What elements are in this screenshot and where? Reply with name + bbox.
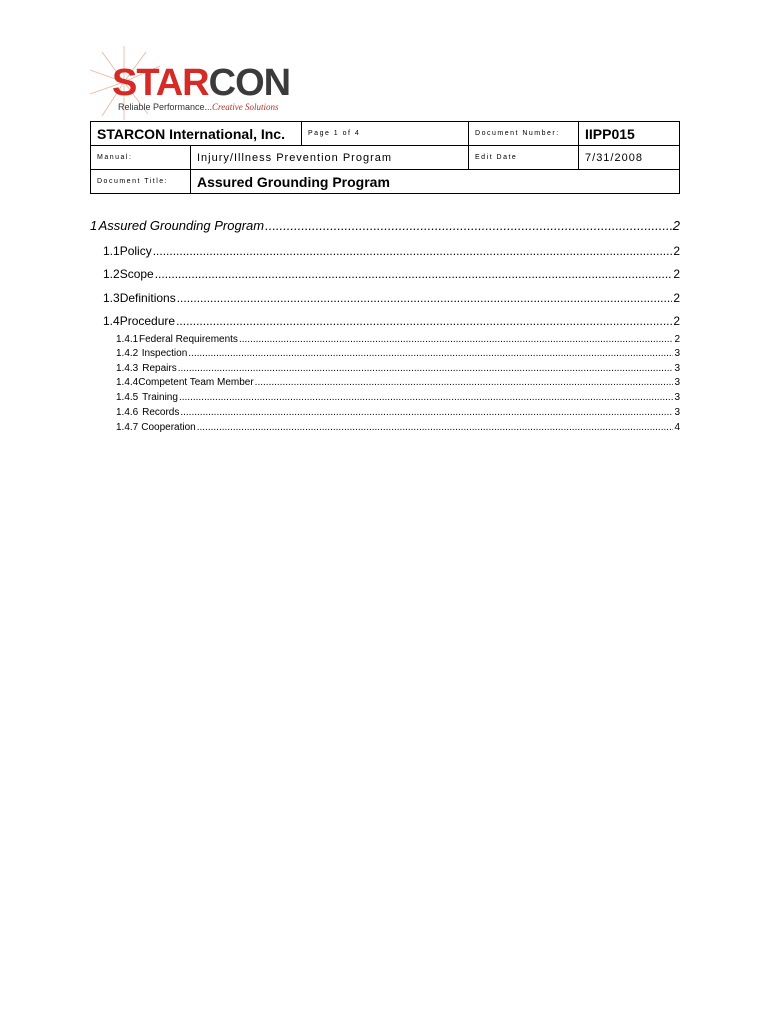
toc-title: Assured Grounding Program: [98, 218, 265, 233]
toc-page: 2: [673, 267, 680, 281]
toc-number: 1.3: [103, 291, 120, 305]
toc-leader: [176, 314, 672, 328]
toc-entry-1-4-7[interactable]: [90, 422, 680, 433]
toc-title: Training: [142, 392, 178, 403]
toc-entry-1-2[interactable]: [90, 267, 680, 281]
toc-entry-1-4-2[interactable]: [90, 348, 680, 359]
toc-leader: [197, 422, 674, 433]
toc-title: Federal Requirements: [139, 334, 238, 345]
toc-leader: [188, 348, 673, 359]
toc-page: 2: [673, 244, 680, 258]
toc-leader: [153, 244, 673, 258]
document-title: Assured Grounding Program: [191, 170, 680, 194]
toc-title: Procedure: [119, 314, 176, 328]
toc-entry-1-4-4[interactable]: [90, 377, 680, 388]
toc-entry-1-4-3[interactable]: [90, 363, 680, 374]
toc-page: 2: [673, 314, 680, 328]
toc-leader: [239, 334, 674, 345]
toc-title: Cooperation: [141, 422, 196, 433]
document-number-label: Document Number:: [469, 122, 579, 146]
toc-title: Scope: [119, 267, 154, 281]
toc-page: 3: [674, 407, 680, 418]
toc-number: 1.1: [103, 244, 120, 258]
edit-date-label: Edit Date: [469, 146, 579, 170]
toc-entry-1-4[interactable]: [90, 314, 680, 328]
toc-number: 1.4.2: [116, 348, 139, 359]
logo-wordmark-star: STAR: [112, 62, 209, 104]
tagline-plain: Reliable Performance...: [118, 102, 213, 112]
toc-entry-1-4-1[interactable]: [90, 334, 680, 345]
toc-page: 2: [674, 334, 680, 345]
toc-title: Policy: [119, 244, 152, 258]
toc-leader: [265, 218, 672, 233]
page-indicator: Page 1 of 4: [302, 122, 469, 146]
document-header-table: [90, 121, 680, 194]
toc-number: 1: [90, 218, 98, 233]
header-row-2: [91, 146, 680, 170]
toc-leader: [179, 392, 674, 403]
toc-entry-1-4-5[interactable]: [90, 392, 680, 403]
toc-page: 2: [673, 291, 680, 305]
company-logo: [88, 44, 298, 120]
toc-number: 1.4.3: [116, 363, 139, 374]
toc-title: Records: [142, 407, 180, 418]
header-row-3: [91, 170, 680, 194]
toc-number: 1.4.1: [116, 334, 139, 345]
toc-page: 3: [674, 392, 680, 403]
logo-tagline: [118, 102, 278, 112]
toc-leader: [255, 377, 674, 388]
toc-page: 3: [674, 348, 680, 359]
logo-wordmark: [112, 64, 290, 102]
logo-wordmark-con: CON: [208, 62, 291, 104]
company-name: STARCON International, Inc.: [91, 122, 302, 146]
document-number: IIPP015: [579, 122, 680, 146]
manual-label: Manual:: [91, 146, 191, 170]
document-title-label: Document Title:: [91, 170, 191, 194]
toc-leader: [155, 267, 673, 281]
toc-page: 3: [674, 377, 680, 388]
toc-number: 1.4.7: [116, 422, 139, 433]
toc-title: Repairs: [142, 363, 177, 374]
toc-title: Inspection: [141, 348, 188, 359]
toc-page: 4: [674, 422, 680, 433]
toc-leader: [178, 363, 674, 374]
toc-page: 2: [672, 218, 680, 233]
toc-number: 1.4.4: [116, 377, 139, 388]
toc-leader: [177, 291, 673, 305]
toc-page: 3: [674, 363, 680, 374]
tagline-italic: Creative Solutions: [212, 102, 279, 112]
toc-number: 1.4.6: [116, 407, 139, 418]
header-row-1: [91, 122, 680, 146]
toc-entry-1[interactable]: [90, 218, 680, 233]
toc-title: Competent Team Member: [138, 377, 254, 388]
manual-name: Injury/Illness Prevention Program: [191, 146, 469, 170]
toc-entry-1-1[interactable]: [90, 244, 680, 258]
toc-entry-1-4-6[interactable]: [90, 407, 680, 418]
toc-number: 1.4.5: [116, 392, 139, 403]
toc-number: 1.2: [103, 267, 120, 281]
toc-leader: [180, 407, 673, 418]
toc-entry-1-3[interactable]: [90, 291, 680, 305]
toc-title: Definitions: [119, 291, 176, 305]
edit-date: 7/31/2008: [579, 146, 680, 170]
toc-number: 1.4: [103, 314, 120, 328]
